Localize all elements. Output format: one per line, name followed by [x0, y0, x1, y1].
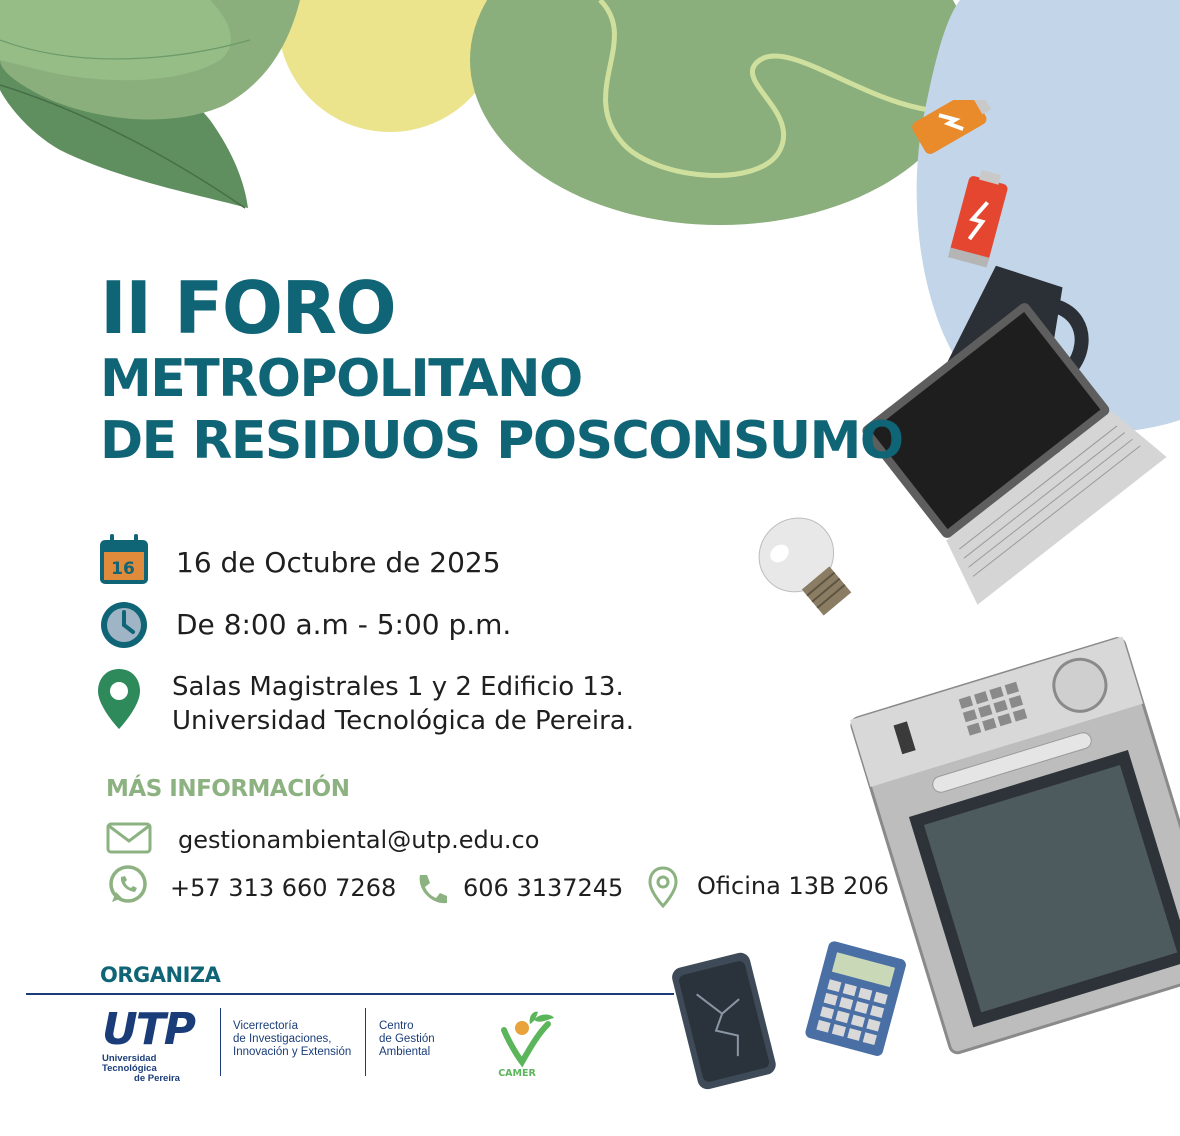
vicerrectoria-label: Vicerrectoría de Investigaciones, Innovación y Extensión	[233, 1020, 352, 1058]
email-icon	[106, 822, 152, 854]
oven-icon	[850, 637, 1180, 1055]
contact-phone-link[interactable]: 606 3137245	[463, 874, 624, 902]
calendar-day-label: 16	[111, 559, 135, 579]
leaf-light	[0, 0, 231, 80]
devices-illustration	[650, 100, 1180, 1136]
event-title	[100, 268, 903, 472]
more-info-heading: MÁS INFORMACIÓN	[106, 776, 350, 802]
location-pin-icon	[96, 667, 142, 731]
whatsapp-icon	[106, 864, 150, 906]
yellow-circle	[278, 0, 502, 132]
event-date: 16 de Octubre de 2025	[176, 546, 501, 579]
calculator-icon	[804, 940, 907, 1057]
organizer-divider	[26, 993, 674, 995]
calendar-icon	[98, 532, 150, 586]
centro-gestion-label: Centro de Gestión Ambiental	[379, 1020, 435, 1058]
utp-name-line-2: de Pereira	[134, 1073, 180, 1084]
contact-email-link[interactable]: gestionambiental@utp.edu.co	[178, 826, 540, 854]
utp-logo	[102, 1004, 212, 1084]
title-line-1: II FORO	[100, 266, 396, 350]
organizer-heading: ORGANIZA	[100, 963, 221, 987]
phone-icon	[414, 872, 450, 906]
battery-red-icon	[948, 167, 1011, 267]
title-line-3: DE RESIDUOS POSCONSUMO	[100, 411, 903, 471]
utp-logo-mark: UTP	[102, 1004, 194, 1055]
broken-phone-icon	[670, 951, 778, 1092]
logo-separator-1	[220, 1008, 221, 1076]
camer-label: CAMER	[498, 1068, 536, 1079]
lightbulb-icon	[744, 503, 866, 628]
camer-logo	[494, 1010, 558, 1082]
clock-icon	[99, 600, 149, 650]
logo-separator-2	[365, 1008, 366, 1076]
utp-name-line-1: Universidad Tecnológica	[102, 1053, 157, 1074]
event-location-line-2: Universidad Tecnológica de Pereira.	[172, 706, 635, 736]
office-pin-icon	[647, 866, 679, 908]
event-time: De 8:00 a.m - 5:00 p.m.	[176, 608, 512, 641]
contact-whatsapp-link[interactable]: +57 313 660 7268	[170, 874, 397, 902]
battery-orange-icon	[910, 100, 996, 156]
event-location-line-1: Salas Magistrales 1 y 2 Edificio 13.	[172, 672, 624, 702]
contact-office: Oficina 13B 206	[697, 872, 889, 900]
title-line-2: METROPOLITANO	[100, 349, 582, 409]
